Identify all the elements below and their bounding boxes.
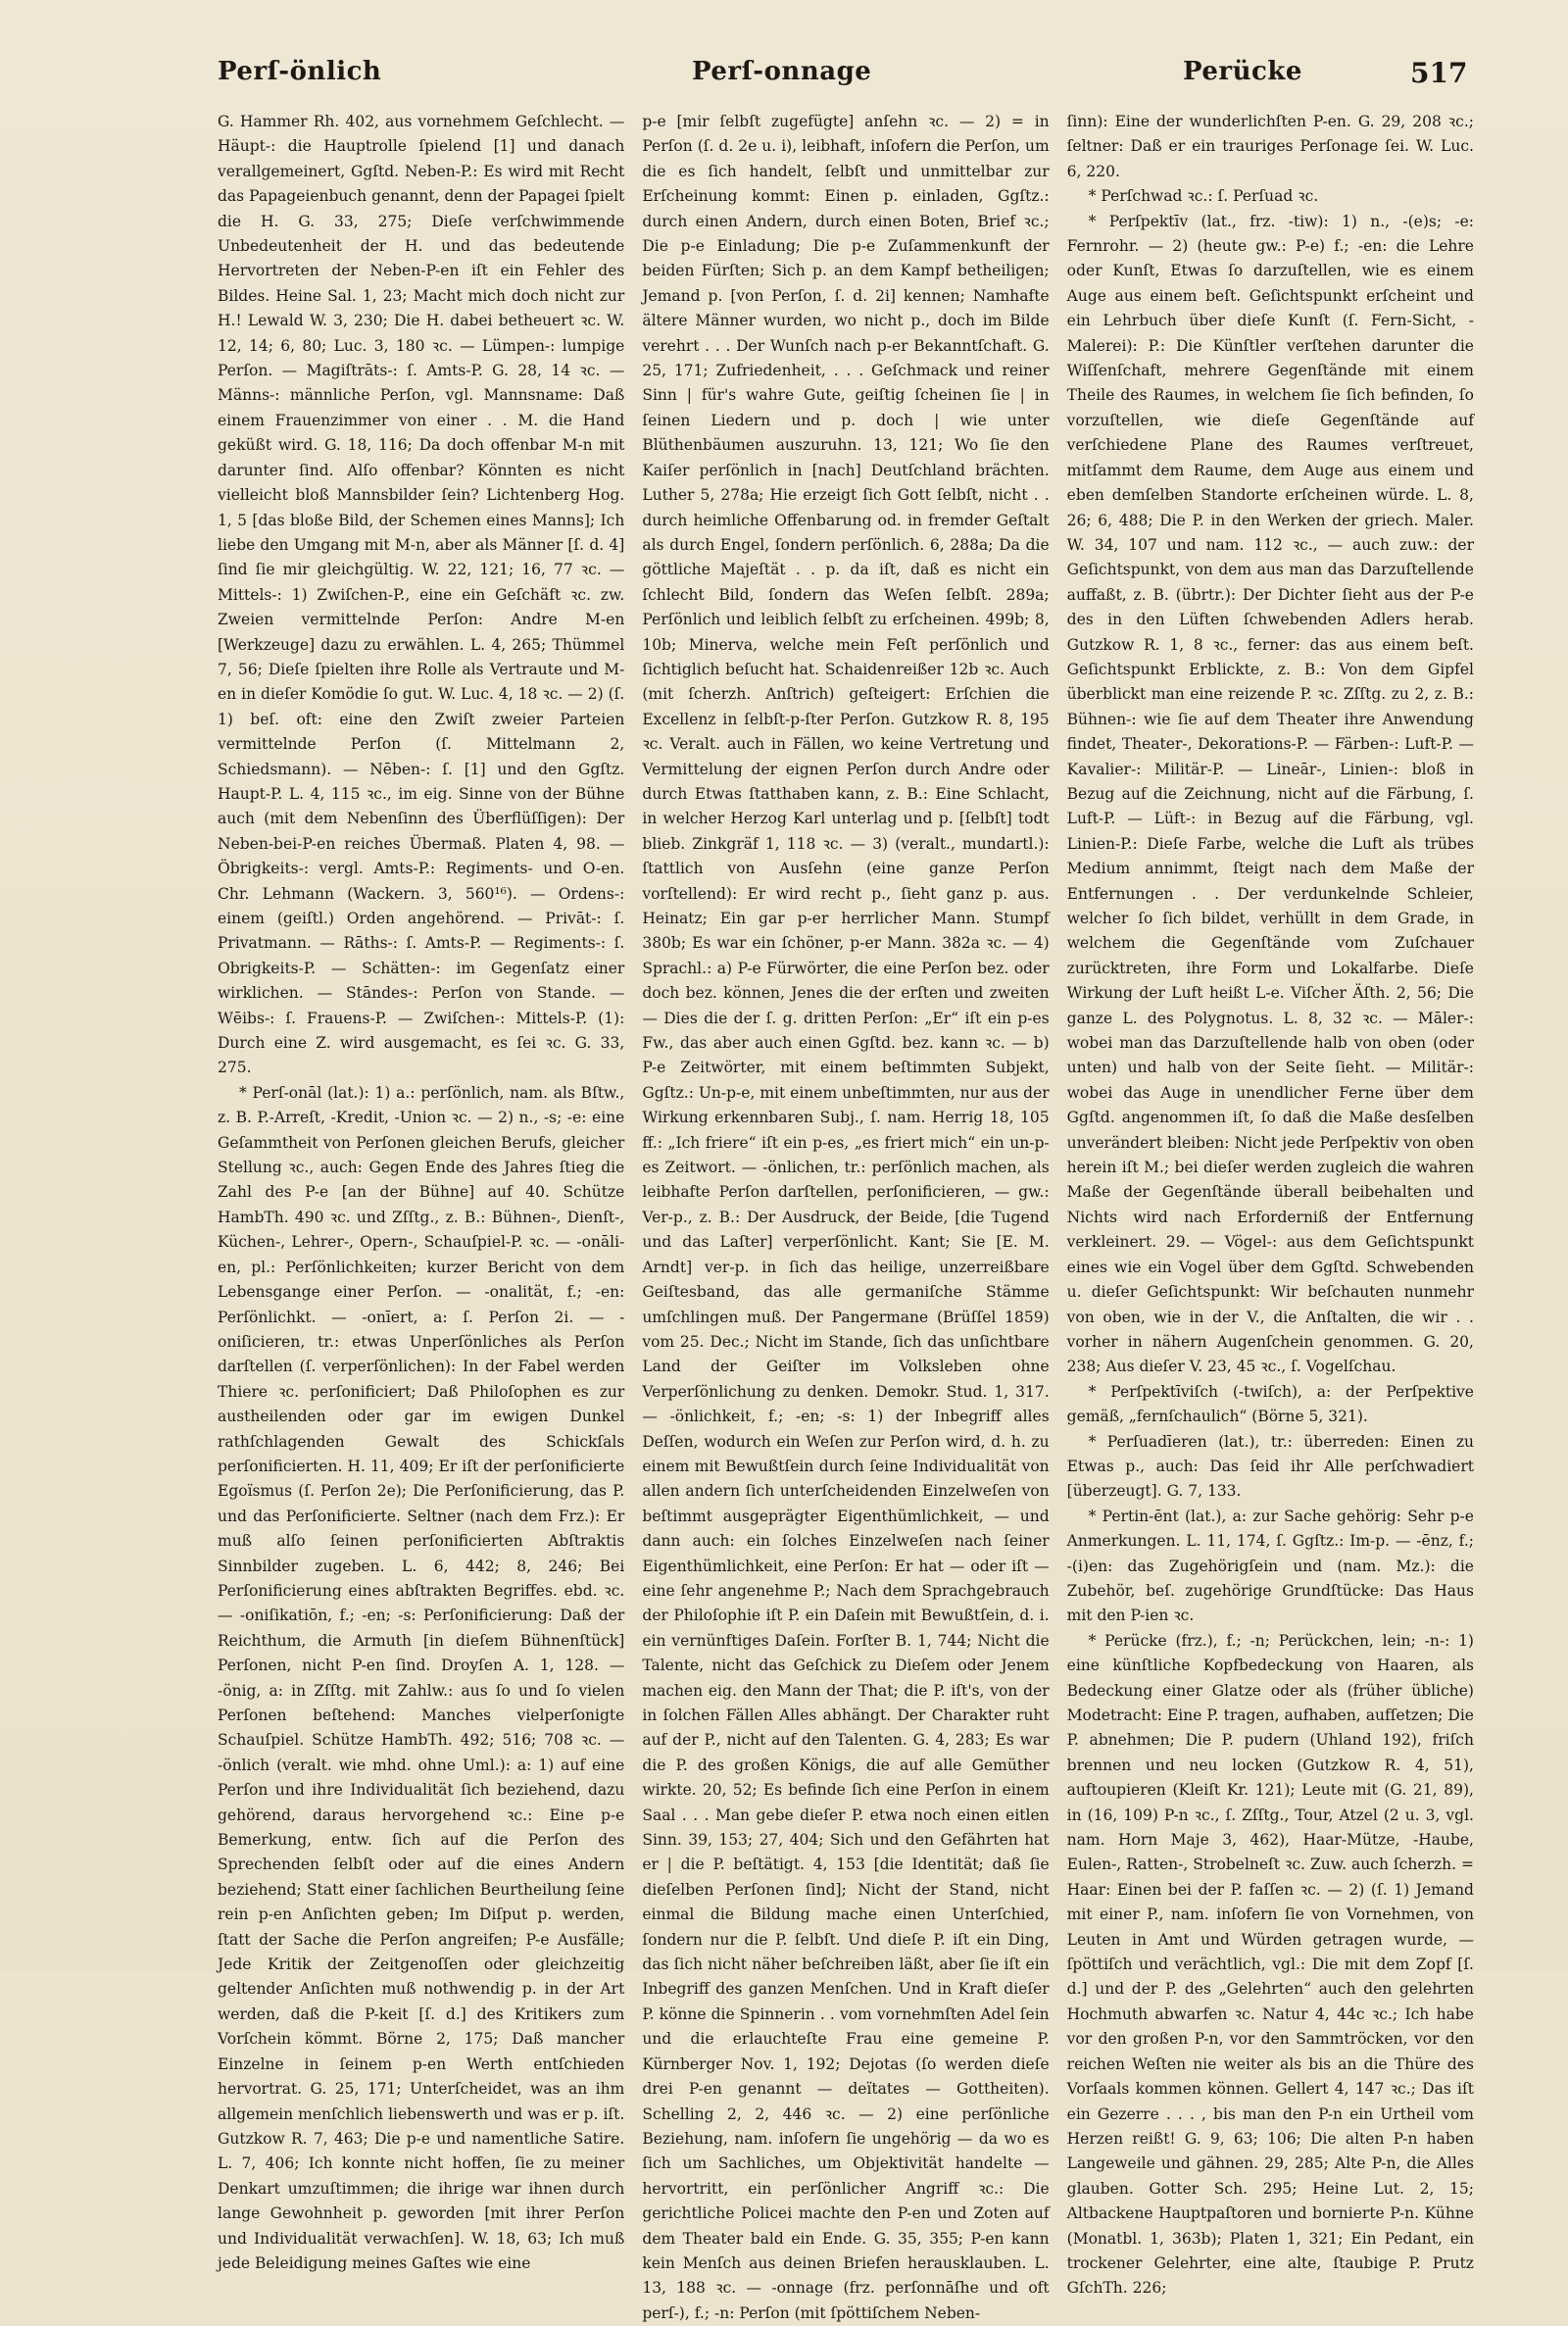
center-running-headword: Perſ-onnage: [692, 57, 872, 86]
page-header: [0, 57, 1568, 96]
paragraph: p-e [mir ſelbſt zugefügte] anſehn ꝛc. — 2) = in Perſon (ſ. d. 2e u. i), leibhaft, inſofern die Perſon, um die es ſich handelt, ſelbſt und unmittelbar zur Erſcheinung kommt: Einen p. einladen, Ggſtz.: durch einen Andern, durch einen Boten, Brief ꝛc.; Die p-e Einladung; Die p-e Zuſammenkunft der beiden Fürſten; Sich p. an dem Kampf betheiligen; Jemand p. [von Perſon, ſ. d. 2i] kennen; Namhafte ältere Männer wurden, wo nicht p., doch im Bilde verehrt . . . Der Wunſch nach p-er Bekanntſchaft. G. 25, 171; Zufriedenheit, . . . Geſchmack und reiner Sinn | für's wahre Gute, geiſtig ſcheinen ſie | in ſeinen Liedern und p. doch | wie unter Blüthenbäumen auszuruhn. 13, 121; Wo ſie den Kaiſer perſönlich in [nach] Deutſchland brächten. Luther 5, 278a; Hie erzeigt ſich Gott ſelbſt, nicht . . durch heimliche Offenbarung od. in fremder Geſtalt als durch Engel, ſondern perſönlich. 6, 288a; Da die göttliche Majeſtät . . p. da iſt, daß es nicht ein ſchlecht Bild, ſondern das Weſen ſelbſt. 289a; Perſönlich und leiblich ſelbſt zu erſcheinen. 499b; 8, 10b; Minerva, welche mein Feſt perſönlich und ſichtiglich beſucht hat. Schaidenreißer 12b ꝛc. Auch (mit ſcherzh. Anſtrich) geſteigert: Erſchien die Excellenz in ſelbſt-p-ſter Perſon. Gutzkow R. 8, 195 ꝛc. Veralt. auch in Fällen, wo keine Vertretung und Vermittelung der eignen Perſon durch Andre oder durch Etwas ſtatthaben kann, z. B.: Eine Schlacht, in welcher Herzog Karl unterlag und p. [ſelbſt] todt blieb. Zinkgräf 1, 118 ꝛc. — 3) (veralt., mundartl.): ſtattlich von Ausſehn (eine ganze Perſon vorſtellend): Er wird recht p., ſieht ganz p. aus. Heinatz; Ein gar p-er herrlicher Mann. Stumpf 380b; Es war ein ſchöner, p-er Mann. 382a ꝛc. — 4) Sprachl.: a) P-e Fürwörter, die eine Perſon bez. oder doch bez. können, Jenes die der erſten und zweiten — Dies die der ſ. g. dritten Perſon: „Er“ iſt ein p-es Fw., das aber auch einen Ggſtd. bez. kann ꝛc. — b) P-e Zeitwörter, mit einem beſtimmten Subjekt, Ggſtz.: Un-p-e, mit einem unbeſtimmten, nur aus der Wirkung erkennbaren Subj., ſ. nam. Herrig 18, 105 ff.: „Ich friere“ iſt ein p-es, „es friert mich“ ein un-p-es Zeitwort. — -önlichen, tr.: perſönlich machen, als leibhafte Perſon darſtellen, perſonificieren, — gw.: Ver-p., z. B.: Der Ausdruck, der Beide, [die Tugend und das Laſter] verperſönlicht. Kant; Sie [E. M. Arndt] ver-p. in ſich das heilige, unzerreißbare Geiſtesband, das alle germaniſche Stämme umſchlingen muß. Der Pangermane (Brüſſel 1859) vom 25. Dec.; Nicht im Stande, ſich das unſichtbare Land der Geiſter im Volksleben ohne Verperſönlichung zu denken. Demokr. Stud. 1, 317. — -önlichkeit, f.; -en; -s: 1) der Inbegriff alles Deſſen, wodurch ein Weſen zur Perſon wird, d. h. zu einem mit Bewußtſein durch ſeine Individualität von allen andern ſich unterſcheidenden Einzelweſen von beſtimmt ausgeprägter Eigenthümlichkeit, — und dann auch: ein ſolches Einzelweſen nach ſeiner Eigenthümlichkeit, eine Perſon: Er hat — oder iſt — eine ſehr angenehme P.; Nach dem Sprachgebrauch der Philoſophie iſt P. ein Daſein mit Bewußtſein, d. i. ein vernünftiges Daſein. Forſter B. 1, 744; Nicht die Talente, nicht das Geſchick zu Dieſem oder Jenem machen eig. den Mann der That; die P. iſt's, von der in ſolchen Fällen Alles abhängt. Der Charakter ruht auf der P., nicht auf den Talenten. G. 4, 283; Es war die P. des großen Königs, die auf alle Gemüther wirkte. 20, 52; Es befinde ſich eine Perſon in einem Saal . . . Man gebe dieſer P. etwa noch einen eitlen Sinn. 39, 153; 27, 404; Sich und den Gefährten hat er | die P. beſtätigt. 4, 153 [die Identität; daß ſie dieſelben Perſonen ſind]; Nicht der Stand, nicht einmal die Bildung mache einen Unterſchied, ſondern nur die P. ſelbſt. Und dieſe P. iſt ein Ding, das ſich nicht näher beſchreiben läßt, aber ſie iſt ein Inbegriff des ganzen Menſchen. Und in Kraft dieſer P. könne die Spinnerin . . vom vornehmſten Adel ſein und die erlauchteſte Frau eine gemeine P. Kürnberger Nov. 1, 192; Dejotas (ſo werden dieſe drei P-en genannt — deïtates — Gottheiten). Schelling 2, 2, 446 ꝛc. — 2) eine perſönliche Beziehung, nam. inſofern ſie ungehörig — da wo es ſich um Sachliches, um Objektivität handelte — hervortritt, ein perſönlicher Angriff ꝛc.: Die gerichtliche Policei machte den P-en und Zoten auf dem Theater bald ein Ende. G. 35, 355; P-en kann kein Menſch aus deinen Briefen herausklauben. L. 13, 188 ꝛc. — -onnage (frz. perſonnāſhe und oft perſ-), f.; -n: Perſon (mit ſpöttiſchem Neben-: [642, 113, 1050, 2322]
paragraph: * Perſchwad ꝛc.: ſ. Perſuad ꝛc.: [1088, 187, 1319, 206]
paragraph: * Perſ-onāl (lat.): 1) a.: perſönlich, nam. als Bſtw., z. B. P.-Arreſt, -Kredit, -Union ꝛc. — 2) n., -s; -e: eine Geſammtheit von Perſonen gleichen Berufs, gleicher Stellung ꝛc., auch: Gegen Ende des Jahres ſtieg die Zahl des P-e [an der Bühne] auf 40. Schütze HambTh. 490 ꝛc. und Zſſtg., z. B.: Bühnen-, Dienſt-, Küchen-, Lehrer-, Opern-, Schauſpiel-P. ꝛc. — -onāli-en, pl.: Perſönlichkeiten; kurzer Bericht von dem Lebensgange einer Perſon. — -onalität, f.; -en: Perſönlichkt. — -onīert, a: ſ. Perſon 2i. — -oniſicieren, tr.: etwas Unperſönliches als Perſon darſtellen (ſ. verperſönlichen): In der Fabel werden Thiere ꝛc. perſonificiert; Daß Philoſophen es zur austheilenden oder gar im ewigen Dunkel rathſchlagenden Gewalt des Schickſals perſonificierten. H. 11, 409; Er iſt der perſonificierte Egoïsmus (ſ. Perſon 2e); Die Perſonificierung, das P. und das Perſonificierte. Seltner (nach dem Frz.): Er muß alſo ſeinen perſonificierten Abſtraktis Sinnbilder zugeben. L. 6, 442; 8, 246; Bei Perſonificierung eines abſtrakten Begriffes. ebd. ꝛc. — -oniſikatiōn, f.; -en; -s: Perſonificierung: Daß der Reichthum, die Armuth [in dieſem Bühnenſtück] Perſonen, nicht P-en ſind. Droyſen A. 1, 128. — -önig, a: in Zſſtg. mit Zahlw.: aus ſo und ſo vielen Perſonen beſtehend: Manches vielperſonigte Schauſpiel. Schütze HambTh. 492; 516; 708 ꝛc. — -önlich (veralt. wie mhd. ohne Uml.): a: 1) auf eine Perſon und ihre Individualität ſich beziehend, dazu gehörend, daraus hervorgehend ꝛc.: Eine p-e Bemerkung, entw. ſich auf die Perſon des Sprechenden ſelbſt oder auf die eines Andern beziehend; Statt einer ſachlichen Beurtheilung ſeine rein p-en Anſichten geben; Im Diſput p. werden, ſtatt der Sache die Perſon angreifen; P-e Ausfälle; Jede Kritik der Zeitgenoſſen oder gleichzeitig geltender Anſichten muß nothwendig p. in der Art werden, daß die P-keit [ſ. d.] des Kritikers zum Vorſchein kömmt. Börne 2, 175; Daß mancher Einzelne in ſeinem p-en Werth entſchieden hervortrat. G. 25, 171; Unterſcheidet, was an ihm allgemein menſchlich liebenswerth und was er p. iſt. Gutzkow R. 7, 463; Die p-e und namentliche Satire. L. 7, 406; Ich konnte nicht hoffen, ſie zu meiner Denkart umzuſtimmen; die ihrige war ihnen durch lange Gewohnheit p. geworden [mit ihrer Perſon und Individualität verwachſen]. W. 18, 63; Ich muß jede Beleidigung meines Gaſtes wie eine: [218, 1083, 625, 2272]
paragraph: ſinn): Eine der wunderlichſten P-en. G. 29, 208 ꝛc.; ſeltner: Daß er ein trauriges Perſonage ſei. W. Luc. 6, 220.: [1066, 113, 1474, 180]
paragraph: * Perücke (frz.), f.; -n; Perückchen, lein; -n-: 1) eine künſtliche Kopfbedeckung von Haaren, als Bedeckung einer Glatze oder als (früher übliche) Modetracht: Eine P. tragen, aufhaben, aufſetzen; Die P. abnehmen; Die P. pudern (Uhland 192), friſch brennen und neu locken (Gutzkow R. 4, 51), auftoupieren (Kleiſt Kr. 121); Leute mit (G. 21, 89), in (16, 109) P-n ꝛc., ſ. Zſſtg., Tour, Atzel (2 u. 3, vgl. nam. Horn Maje 3, 462), Haar-Mütze, -Haube, Eulen-, Ratten-, Strobelneſt ꝛc. Zuw. auch ſcherzh. = Haar: Einen bei der P. faſſen ꝛc. — 2) (ſ. 1) Jemand mit einer P., nam. inſofern ſie von Vornehmen, von Leuten in Amt und Würden getragen wurde, — ſpöttiſch und verächtlich, vgl.: Die mit dem Zopf [ſ. d.] und der P. des „Gelehrten“ auch den gelehrten Hochmuth abwarfen ꝛc. Natur 4, 44c ꝛc.; Ich habe vor den großen P-n, vor den Sammtröcken, vor den reichen Weſten nie weiter als bis an die Thüre des Vorſaals kommen können. Gellert 4, 147 ꝛc.; Das iſt ein Gezerre . . . , bis man den P-n ein Urtheil vom Herzen reißt! G. 9, 63; 106; Die alten P-n haben Langeweile und gähnen. 29, 285; Alte P-n, die Alles glauben. Gotter Sch. 295; Heine Lut. 2, 15; Altbackene Hauptpaſtoren und bornierte P-n. Kühne (Monatbl. 1, 363b); Platen 1, 321; Ein Pedant, ein trockener Gelehrter, eine alte, ſtaubige P. Prutz GſchTh. 226;: [1066, 1631, 1474, 2298]
paragraph: G. Hammer Rh. 402, aus vornehmem Geſchlecht. — Häupt-: die Hauptrolle ſpielend [1] und danach verallgemeinert, Ggſtd. Neben-P.: Es wird mit Recht das Papageienbuch genannt, denn der Papagei ſpielt die H. G. 33, 275; Dieſe verſchwimmende Unbedeutenheit der H. und das bedeutende Hervortreten der Neben-P-en iſt ein Fehler des Bildes. Heine Sal. 1, 23; Macht mich doch nicht zur H.! Lewald W. 3, 230; Die H. dabei betheuert ꝛc. W. 12, 14; 6, 80; Luc. 3, 180 ꝛc. — Lümpen-: lumpige Perſon. — Magiſtrāts-: ſ. Amts-P. G. 28, 14 ꝛc. — Männs-: männliche Perſon, vgl. Mannsname: Daß einem Frauenzimmer von einer . . M. die Hand geküßt wird. G. 18, 116; Da doch offenbar M-n mit darunter ſind. Alſo offenbar? Könnten es nicht vielleicht bloß Mannsbilder ſein? Lichtenberg Hog. 1, 5 [das bloße Bild, der Schemen eines Manns]; Ich liebe den Umgang mit M-n, aber als Männer [ſ. d. 4] ſind ſie mir gleichgültig. W. 22, 121; 16, 77 ꝛc. — Mittels-: 1) Zwiſchen-P., eine ein Geſchäft ꝛc. zw. Zweien vermittelnde Perſon: Andre M-en [Werkzeuge] dazu zu erwählen. L. 4, 265; Thümmel 7, 56; Dieſe ſpielten ihre Rolle als Vertraute und M-en in dieſer Komödie ſo gut. W. Luc. 4, 18 ꝛc. — 2) (ſ. 1) beſ. oft: eine den Zwiſt zweier Parteien vermittelnde Perſon (ſ. Mittelmann 2, Schiedsmann). — Nēben-: ſ. [1] und den Ggſtz. Haupt-P. L. 4, 115 ꝛc., im eig. Sinne von der Bühne auch (mit dem Nebenſinn des Überflüſſigen): Der Neben-bei-P-en reiches Übermaß. Platen 4, 98. — Öbrigkeits-: vergl. Amts-P.: Regiments- und O-en. Chr. Lehmann (Wackern. 3, 560¹⁶). — Ordens-: einem (geiſtl.) Orden angehörend. — Privāt-: ſ. Privatmann. — Rāths-: ſ. Amts-P. — Regiments-: ſ. Obrigkeits-P. — Schätten-: im Gegenſatz einer wirklichen. — Stāndes-: Perſon von Stande. — Wēibs-: ſ. Frauens-P. — Zwiſchen-: Mittels-P. (1): Durch eine Z. wird ausgemacht, es ſei ꝛc. G. 33, 275.: [218, 113, 625, 1077]
right-running-headword: Perücke: [1183, 57, 1302, 86]
column-3: [1066, 110, 1474, 2298]
column-2: [642, 110, 1050, 2322]
paragraph: * Perſpektīv (lat., frz. -tiw): 1) n., -(e)s; -e: Fernrohr. — 2) (heute gw.: P-e) f.; -en: die Lehre oder Kunſt, Etwas ſo darzuſtellen, wie es einem Auge aus einem beſt. Geſichtspunkt erſcheint und ein Lehrbuch über dieſe Kunſt (ſ. Fern-Sicht, -Malerei): P.: Die Künſtler verſtehen darunter die Wiſſenſchaft, mehrere Gegenſtände mit einem Theile des Raumes, in welchem ſie ſich befinden, ſo vorzuſtellen, wie dieſe Gegenſtände auf verſchiedene Plane des Raumes verſtreuet, mitſammt dem Raume, dem Auge aus einem und eben demſelben Standorte erſcheinen würde. L. 8, 26; 6, 488; Die P. in den Werken der griech. Maler. W. 34, 107 und nam. 112 ꝛc., — auch zuw.: der Geſichtspunkt, von dem aus man das Darzuſtellende auffaßt, z. B. (übrtr.): Der Dichter ſieht aus der P-e des in den Lüften ſchwebenden Adlers herab. Gutzkow R. 1, 8 ꝛc., ferner: das aus einem beſt. Geſichtspunkt Erblickte, z. B.: Von dem Gipfel überblickt man eine reizende P. ꝛc. Zſſtg. zu 2, z. B.: Bühnen-: wie ſie auf dem Theater ihre Anwendung findet, Theater-, Dekorations-P. — Färben-: Luft-P. — Kavalier-: Militär-P. — Lineār-, Linien-: bloß in Bezug auf die Zeichnung, nicht auf die Färbung, ſ. Luft-P. — Lüft-: in Bezug auf die Färbung, vgl. Linien-P.: Dieſe Farbe, welche die Luft als trübes Medium annimmt, ſteigt nach dem Maße der Entfernungen . . Der verdunkelnde Schleier, welcher ſo ſich bildet, verhüllt in dem Grade, in welchem die Gegenſtände vom Zuſchauer zurücktreten, ihre Form und Lokalfarbe. Dieſe Wirkung der Luft heißt L-e. Viſcher Äſth. 2, 56; Die ganze L. des Polygnotus. L. 8, 32 ꝛc. — Māler-: wobei man das Darzuſtellende halb von oben (oder unten) und halb von der Seite ſieht. — Militär-: wobei das Auge in unendlicher Ferne über dem Ggſtd. angenommen iſt, ſo daß die Maße desſelben unverändert bleiben: Nicht jede Perſpektiv von oben herein iſt M.; bei dieſer werden zugleich die wahren Maße der Gegenſtände überall beibehalten und Nichts wird nach Erforderniß der Entfernung verkleinert. 29. — Vögel-: aus dem Geſichtspunkt eines wie ein Vogel über dem Ggſtd. Schwebenden u. dieſer Geſichtspunkt: Wir beſchauten nunmehr von oben, wie in der V., die Anſtalten, die wir . . vorher in nähern Augenſchein genommen. G. 20, 238; Aus dieſer V. 23, 45 ꝛc., ſ. Vogelſchau.: [1066, 212, 1474, 1376]
paragraph: * Pertin-ēnt (lat.), a: zur Sache gehörig: Sehr p-e Anmerkungen. L. 11, 174, ſ. Ggſtz.: Im-p. — -ēnz, f.; -(i)en: das Zugehörigſein und (nam. Mz.): die Zubehör, beſ. zugehörige Grundſtücke: Das Haus mit den P-ien ꝛc.: [1066, 1507, 1474, 1625]
column-1: [218, 110, 625, 2272]
page-number: 517: [1410, 57, 1468, 89]
left-running-headword: Perſ-önlich: [218, 57, 382, 86]
paragraph: * Perſuadīeren (lat.), tr.: überreden: Einen zu Etwas p., auch: Das ſeid ihr Alle perſchwadiert [überzeugt]. G. 7, 133.: [1066, 1432, 1474, 1501]
text-columns: [218, 110, 1474, 2322]
paragraph: * Perſpektīviſch (-twiſch), a: der Perſpektive gemäß, „fernſchaulich“ (Börne 5, 321).: [1066, 1382, 1474, 1426]
